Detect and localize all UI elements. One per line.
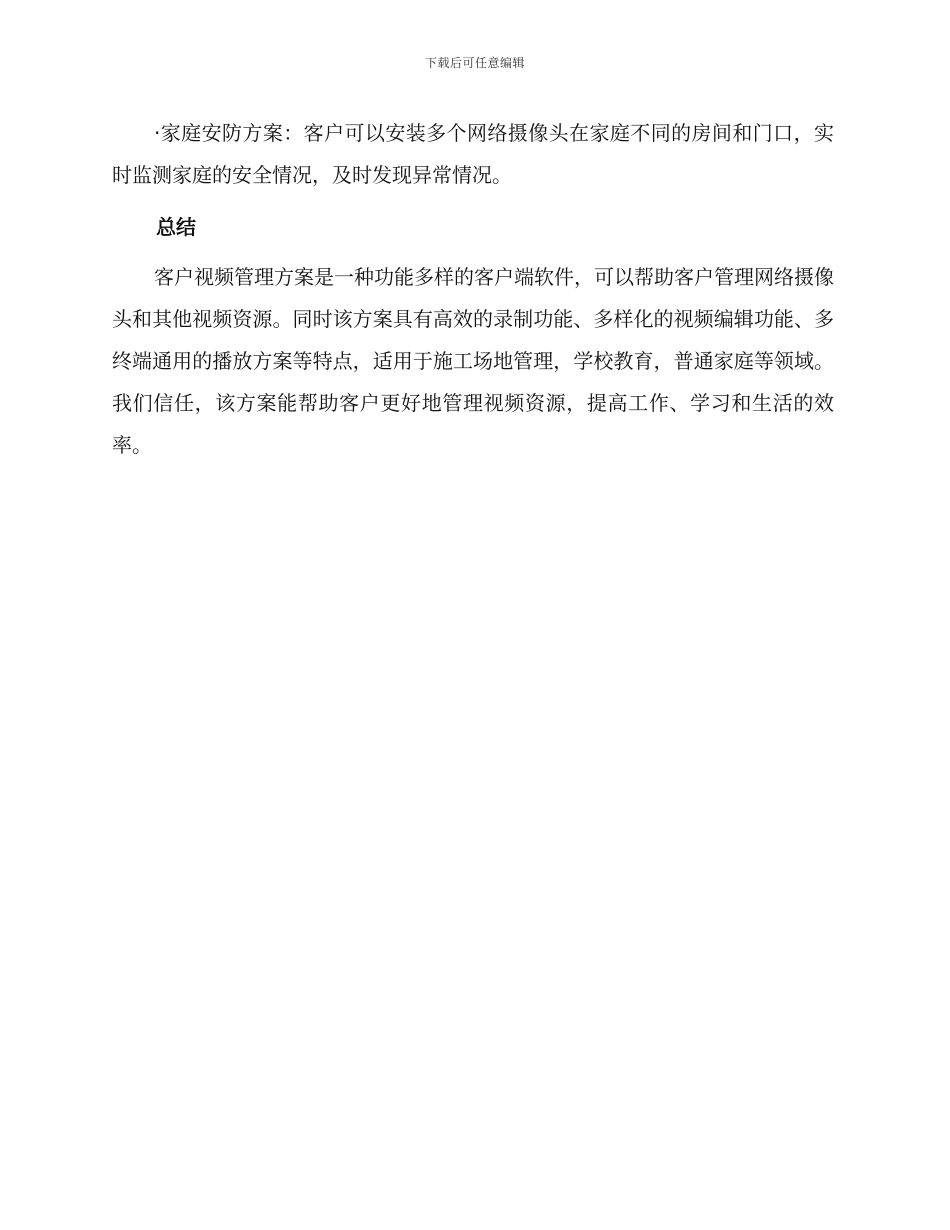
bullet-marker: ·	[154, 121, 161, 145]
bullet-paragraph	[112, 112, 834, 196]
summary-paragraph: 客户视频管理方案是一种功能多样的客户端软件，可以帮助客户管理网络摄像头和其他视频资源。同时该方案具有高效的录制功能、多样化的视频编辑功能、多终端通用的播放方案等特点，适用于施工场地管理，学校教育，普通家庭等领域。我们信任，该方案能帮助客户更好地管理视频资源，提高工作、学习和生活的效率。	[112, 265, 834, 457]
document-body	[112, 112, 834, 466]
summary-heading: 总结	[156, 215, 196, 239]
page-header: 下载后可任意编辑	[424, 56, 525, 70]
bullet-paragraph-text: 家庭安防方案：客户可以安装多个网络摄像头在家庭不同的房间和门口，实时监测家庭的安全情况，及时发现异常情况。	[112, 121, 834, 187]
